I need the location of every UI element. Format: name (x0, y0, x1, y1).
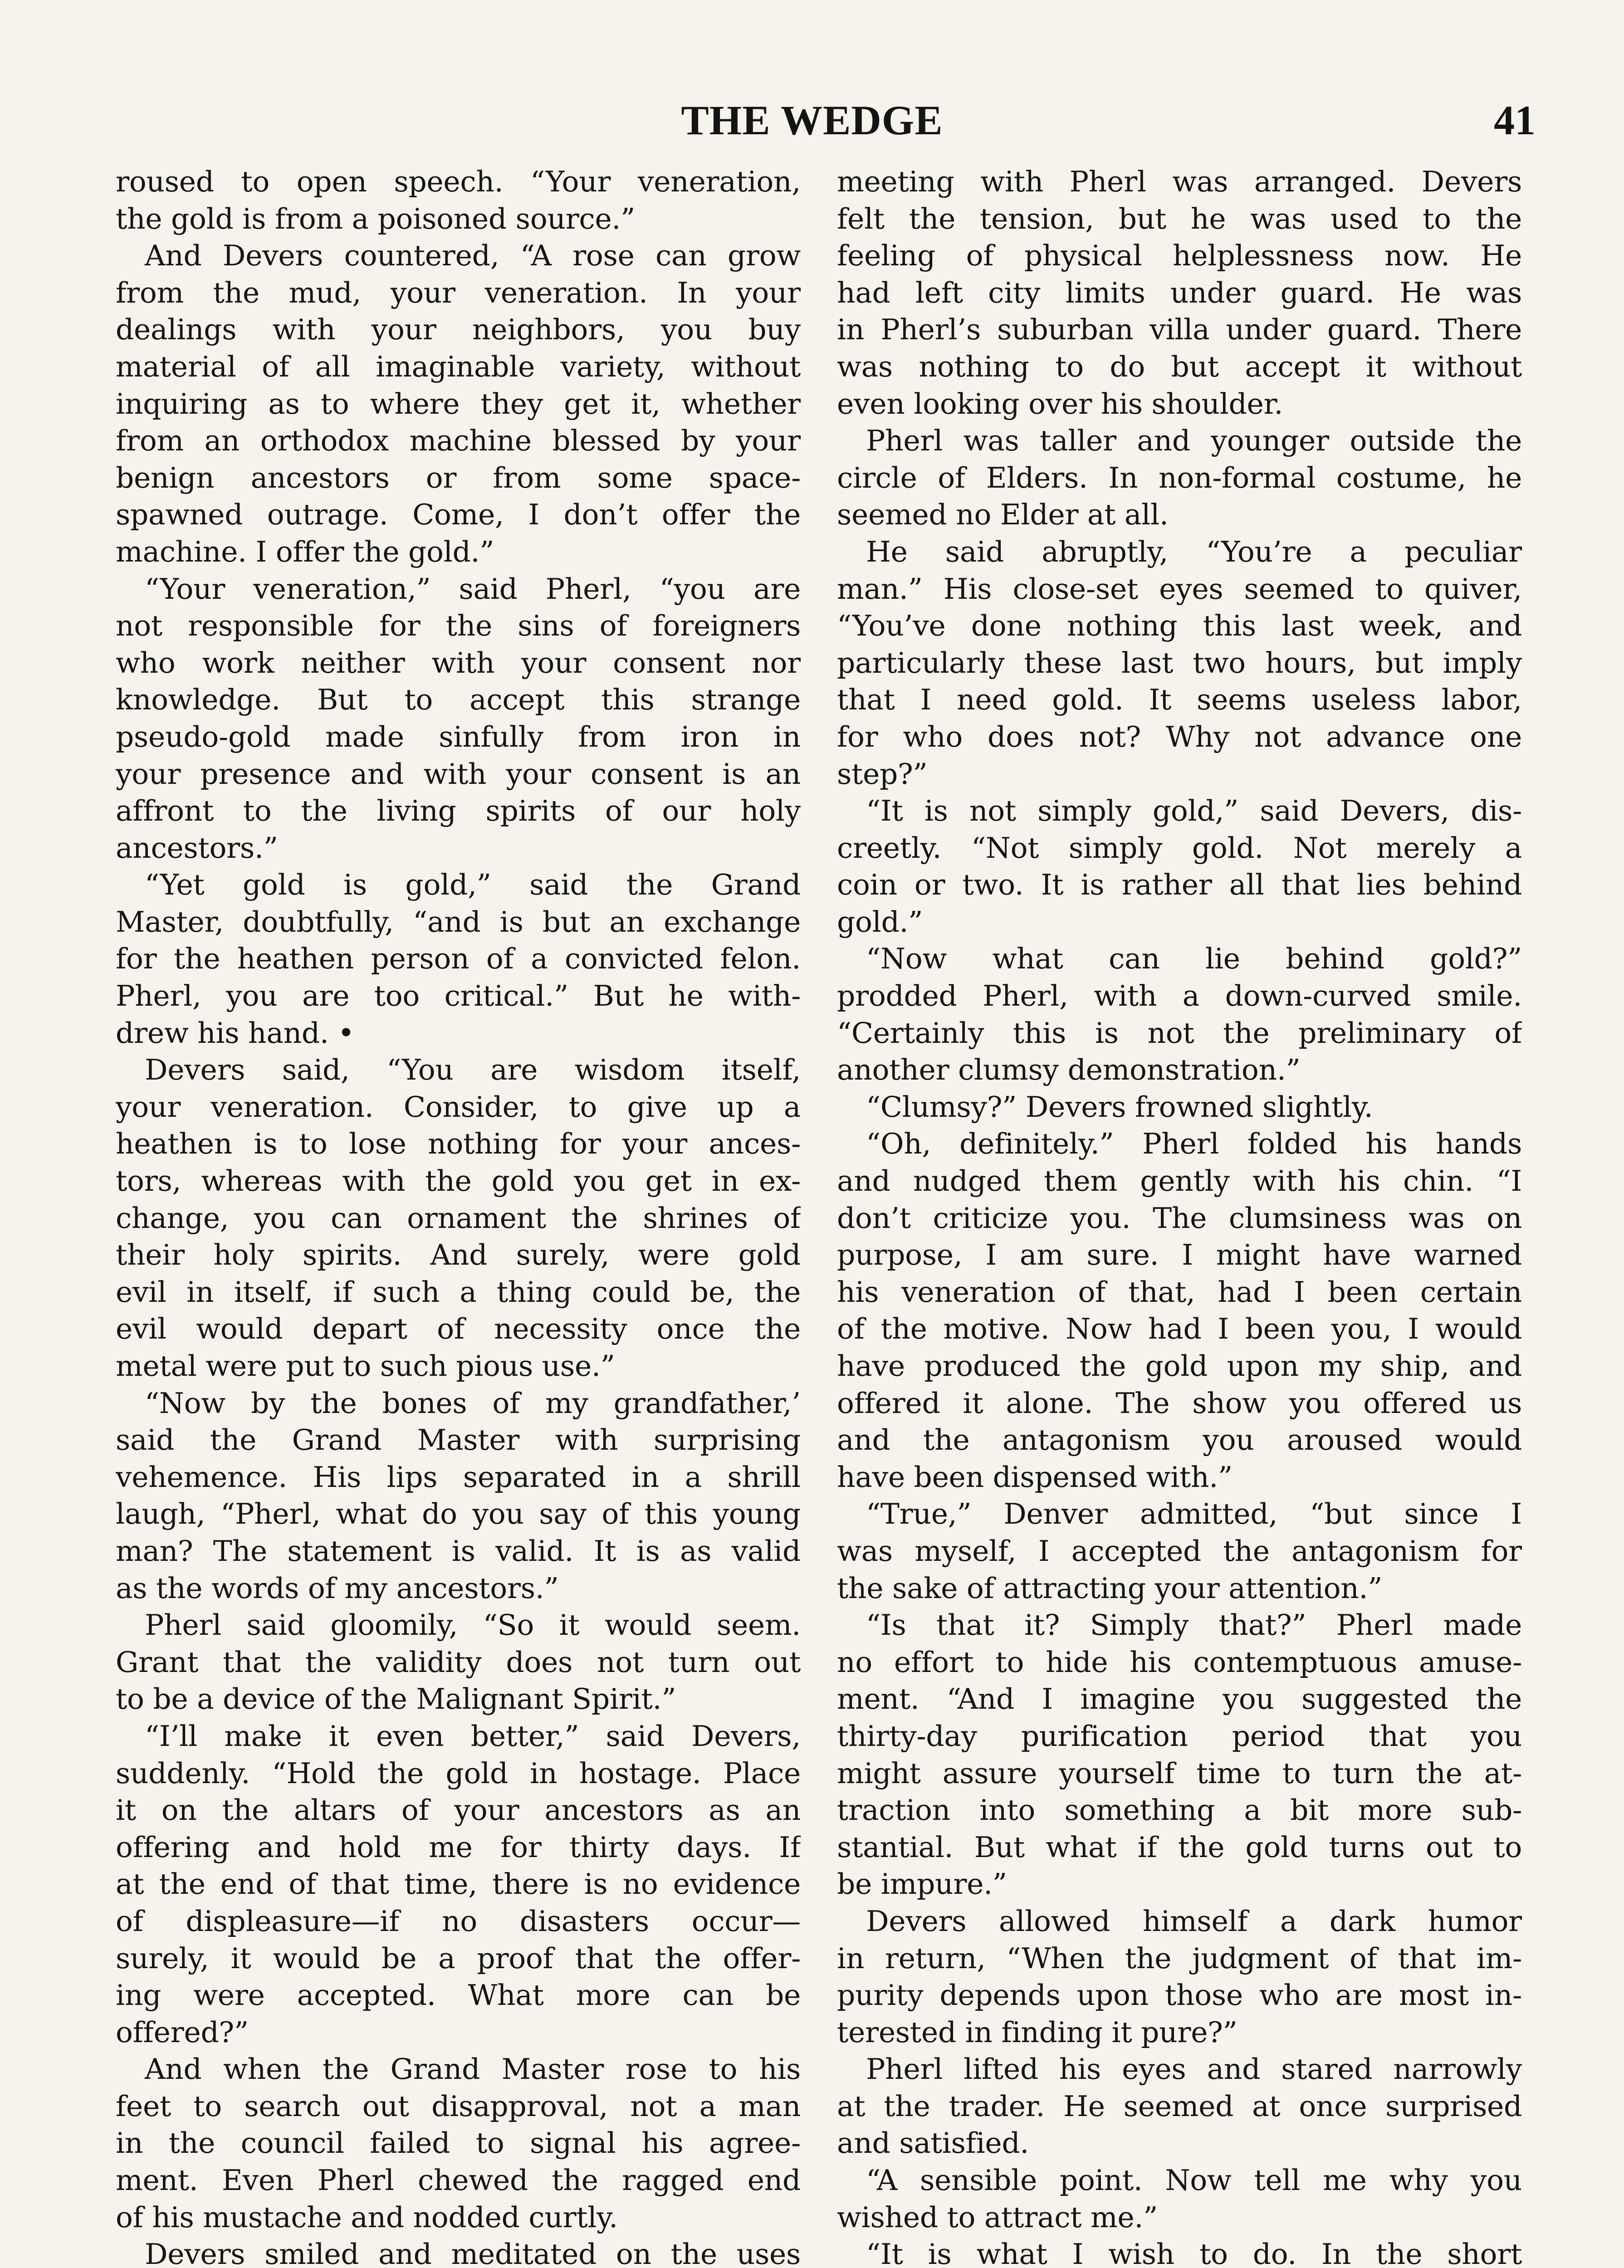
text-line: man.” His close-set eyes seemed to quiver, (837, 572, 1522, 606)
text-line: felt the tension, but he was used to the (837, 202, 1522, 235)
text-line: creetly. “Not simply gold. Not merely a (837, 831, 1522, 865)
text-line: said the Grand Master with surprising (116, 1423, 801, 1457)
text-line: in return, “When the judgment of that im- (837, 1941, 1522, 1975)
text-line: purpose, I am sure. I might have warned (837, 1238, 1522, 1272)
text-line: and satisfied. (837, 2126, 1029, 2160)
text-line: “I’ll make it even better,” said Devers, (145, 1719, 801, 1753)
text-line: not responsible for the sins of foreigners (116, 609, 801, 643)
text-line: have produced the gold upon my ship, and (837, 1349, 1522, 1383)
text-line: “It is not simply gold,” said Devers, dis- (866, 794, 1522, 828)
text-line: Pherl lifted his eyes and stared narrowly (866, 2053, 1522, 2086)
text-line: “Now what can lie behind gold?” (866, 942, 1522, 976)
text-line: and nudged them gently with his chin. “I (837, 1164, 1522, 1198)
text-line: “Clumsy?” Devers frowned slightly. (866, 1090, 1373, 1124)
text-line: had left city limits under guard. He was (837, 276, 1522, 309)
text-line: pseudo-gold made sinfully from iron in (116, 720, 801, 753)
text-line: metal were put to such pious use.” (116, 1349, 615, 1383)
text-line: his veneration of that, had I been certain (837, 1275, 1522, 1309)
text-line: dealings with your neighbors, you buy (116, 313, 801, 347)
text-line: roused to open speech. “Your veneration, (116, 165, 801, 198)
text-line: at the trader. He seemed at once surprised (837, 2089, 1522, 2123)
text-line: vehemence. His lips separated in a shrill (116, 1460, 801, 1494)
text-line: He said abruptly, “You’re a peculiar (866, 535, 1522, 568)
text-line: And when the Grand Master rose to his (145, 2053, 801, 2086)
text-line: ment. “And I imagine you suggested the (837, 1682, 1522, 1716)
text-line: the gold is from a poisoned source.” (116, 202, 636, 235)
text-line: “A sensible point. Now tell me why you (866, 2164, 1522, 2197)
text-line: inquiring as to where they get it, whether (116, 387, 801, 420)
text-line: machine. I offer the gold.” (116, 535, 494, 568)
text-line: offered it alone. The show you offered us (837, 1386, 1522, 1420)
text-line: at the end of that time, there is no evidence (116, 1867, 801, 1901)
text-line: heathen is to lose nothing for your ances- (116, 1127, 801, 1161)
text-line: be impure.” (837, 1867, 1007, 1901)
text-line: terested in finding it pure?” (837, 2015, 1238, 2049)
right-text-column (837, 163, 1522, 2268)
page-number: 41 (1494, 97, 1536, 143)
text-line: as the words of my ancestors.” (116, 1571, 559, 1605)
text-line: “You’ve done nothing this last week, and (837, 609, 1522, 643)
text-line: was myself, I accepted the antagonism for (837, 1534, 1522, 1568)
text-line: thirty-day purification period that you (837, 1719, 1522, 1753)
text-line: evil in itself, if such a thing could be, the (116, 1275, 801, 1309)
text-line: gold.” (837, 905, 923, 938)
text-line: Devers smiled and meditated on the uses (145, 2238, 801, 2268)
text-line: benign ancestors or from some space- (116, 461, 801, 494)
text-line: Pherl, you are too critical.” But he with- (116, 979, 801, 1013)
text-line: drew his hand. • (116, 1016, 355, 1050)
text-line: feeling of physical helplessness now. He (837, 239, 1522, 273)
text-line: seemed no Elder at all. (837, 498, 1169, 532)
text-line: have been dispensed with.” (837, 1460, 1233, 1494)
text-line: laugh, “Pherl, what do you say of this young (116, 1497, 801, 1531)
text-line: “Now by the bones of my grandfather,’ (145, 1386, 801, 1420)
text-line: “Certainly this is not the preliminary of (837, 1016, 1522, 1050)
text-line: the sake of attracting your attention.” (837, 1571, 1383, 1605)
page-header (0, 0, 1624, 154)
text-line: “Yet gold is gold,” said the Grand (145, 868, 801, 902)
text-line: for who does not? Why not advance one (837, 720, 1522, 753)
text-line: “Your veneration,” said Pherl, “you are (145, 572, 801, 606)
text-line: change, you can ornament the shrines of (116, 1201, 801, 1235)
text-line: man? The statement is valid. It is as valid (116, 1534, 801, 1568)
text-line: Devers said, “You are wisdom itself, (145, 1053, 801, 1087)
text-line: offered?” (116, 2015, 249, 2049)
text-line: even looking over his shoulder. (837, 387, 1283, 420)
text-line: And Devers countered, “A rose can grow (145, 239, 801, 273)
text-line: evil would depart of necessity once the (116, 1312, 801, 1346)
text-line: “Oh, definitely.” Pherl folded his hands (866, 1127, 1522, 1161)
text-line: of the motive. Now had I been you, I would (837, 1312, 1522, 1346)
text-line: to be a device of the Malignant Spirit.” (116, 1682, 676, 1716)
text-line: from an orthodox machine blessed by your (116, 424, 801, 458)
text-line: their holy spirits. And surely, were gold (116, 1238, 801, 1272)
text-line: in Pherl’s suburban villa under guard. There (837, 313, 1522, 347)
text-line: your presence and with your consent is an (116, 757, 801, 791)
text-line: Grant that the validity does not turn out (116, 1645, 801, 1679)
text-line: in the council failed to signal his agree- (116, 2126, 801, 2160)
text-line: might assure yourself time to turn the at- (837, 1756, 1522, 1790)
text-line: stantial. But what if the gold turns out to (837, 1830, 1522, 1864)
text-line: knowledge. But to accept this strange (116, 683, 801, 717)
text-line: step?” (837, 757, 928, 791)
text-line: and the antagonism you aroused would (837, 1423, 1522, 1457)
text-line: prodded Pherl, with a down-curved smile. (837, 979, 1522, 1013)
text-line: particularly these last two hours, but imply (837, 646, 1522, 679)
text-line: no effort to hide his contemptuous amuse- (837, 1645, 1522, 1679)
text-line: purity depends upon those who are most in- (837, 1979, 1522, 2012)
text-line: from the mud, your veneration. In your (116, 276, 801, 309)
text-line: traction into something a bit more sub- (837, 1794, 1522, 1827)
text-line: Master, doubtfully, “and is but an exchange (116, 905, 801, 938)
text-line: material of all imaginable variety, without (116, 350, 801, 383)
text-line: Devers allowed himself a dark humor (866, 1904, 1522, 1938)
text-line: it on the altars of your ancestors as an (116, 1794, 801, 1827)
text-line: of displeasure—if no disasters occur— (116, 1904, 801, 1938)
text-line: meeting with Pherl was arranged. Devers (837, 165, 1522, 198)
text-line: surely, it would be a proof that the offer- (116, 1941, 801, 1975)
text-line: that I need gold. It seems useless labor, (837, 683, 1522, 717)
text-line: who work neither with your consent nor (116, 646, 801, 679)
text-line: ment. Even Pherl chewed the ragged end (116, 2164, 801, 2197)
text-line: was nothing to do but accept it without (837, 350, 1522, 383)
text-line: “Is that it? Simply that?” Pherl made (866, 1608, 1522, 1642)
text-line: Pherl was taller and younger outside the (866, 424, 1522, 458)
text-line: ing were accepted. What more can be (116, 1979, 801, 2012)
text-line: “It is what I wish to do. In the short (866, 2238, 1522, 2268)
text-line: don’t criticize you. The clumsiness was on (837, 1201, 1522, 1235)
text-line: your veneration. Consider, to give up a (116, 1090, 801, 1124)
text-line: wished to attract me.” (837, 2200, 1158, 2234)
text-line: of his mustache and nodded curtly. (116, 2200, 618, 2234)
text-line: coin or two. It is rather all that lies behind (837, 868, 1522, 902)
text-line: suddenly. “Hold the gold in hostage. Place (116, 1756, 801, 1790)
text-line: tors, whereas with the gold you get in ex- (116, 1164, 801, 1198)
text-line: another clumsy demonstration.” (837, 1053, 1301, 1087)
left-text-column (116, 163, 801, 2268)
text-line: affront to the living spirits of our holy (116, 794, 801, 828)
text-line: offering and hold me for thirty days. If (116, 1830, 801, 1864)
text-line: for the heathen person of a convicted felon. (116, 942, 801, 976)
running-title: THE WEDGE (681, 97, 943, 143)
text-line: feet to search out disapproval, not a man (116, 2089, 801, 2123)
text-line: circle of Elders. In non-formal costume, he (837, 461, 1522, 494)
text-line: spawned outrage. Come, I don’t offer the (116, 498, 801, 532)
text-line: “True,” Denver admitted, “but since I (866, 1497, 1522, 1531)
text-line: ancestors.” (116, 831, 278, 865)
text-line: Pherl said gloomily, “So it would seem. (145, 1608, 801, 1642)
